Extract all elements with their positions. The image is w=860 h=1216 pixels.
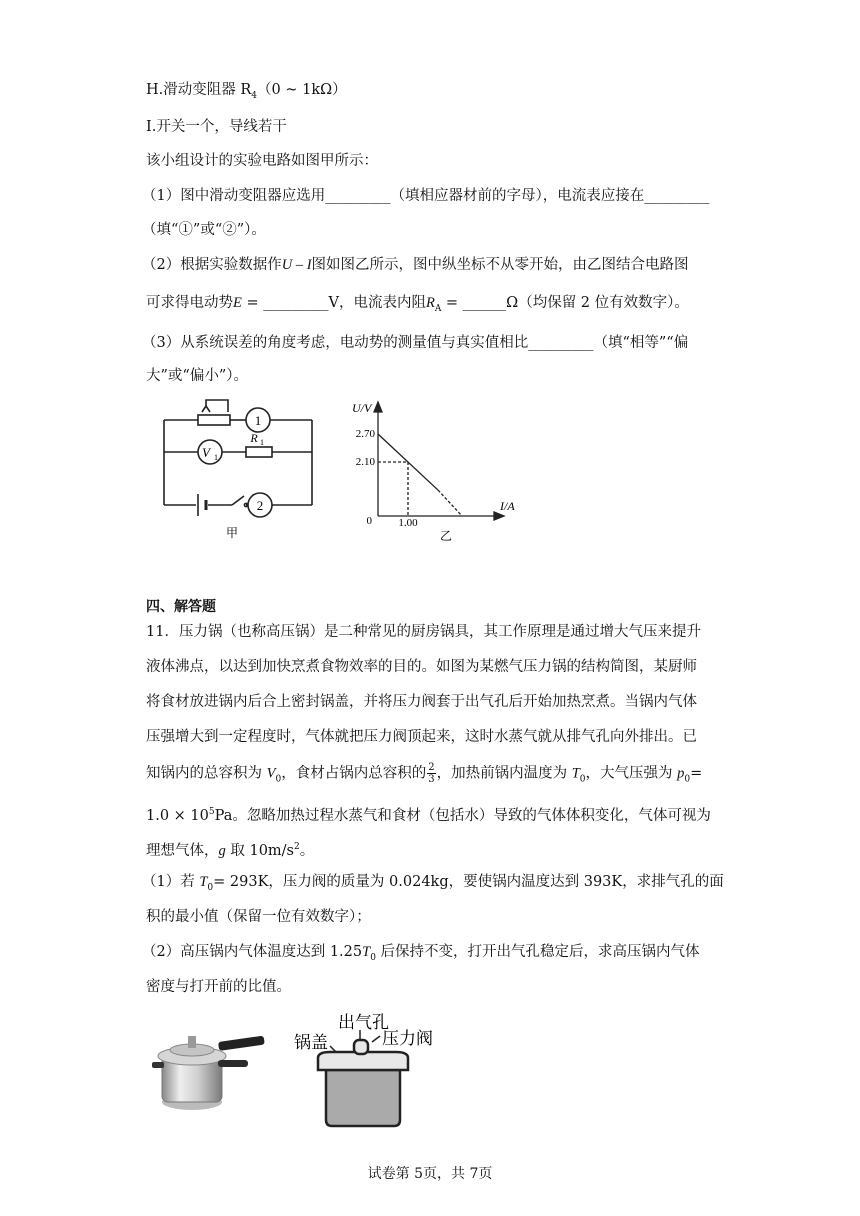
problem-11-q1-line-1: （1）若 $T_0= 293K$，压力阀的质量为 0.024kg，要使锅内温度达到 393K，求排气孔的面 [142,874,724,893]
resistor-label: R [250,431,258,445]
question-3-line-2: 大”或“偏小”）。 [146,368,248,384]
voltmeter-label: V [202,445,210,460]
u-i-line-extension [438,490,462,516]
item-h: H.滑动变阻器 $R_4(0$ ~ 1kΩ） [146,82,347,101]
resistor-sub: 1 [260,438,264,447]
rheostat [198,415,230,425]
problem-11-line-7: 理想气体，g 取 $10m/s^2$。 [146,842,315,859]
question-1-line-1: （1）图中滑动变阻器应选用_________（填相应器材前的字母），电流表应接在_________ [142,188,710,204]
problem-11-q1-line-2: 积的最小值（保留一位有效数字）； [146,909,371,925]
origin-label: 0 [366,515,372,527]
y-axis-label: U/V [352,401,372,415]
problem-11-q2-line-2: 密度与打开前的比值。 [146,979,291,995]
graph-caption: 乙 [439,529,453,542]
problem-11-line-4: 压强增大到一定程度时，气体就把压力阀顶起来，这时水蒸气就从排气孔向外排出。已 [146,729,697,745]
y-tick-270: 2.70 [355,428,375,440]
pressure-cooker-photo [148,1022,268,1114]
y-tick-210: 2.10 [355,456,375,468]
ammeter-2-label: 2 [256,498,264,513]
ammeter-1-label: 1 [254,413,262,428]
problem-11-line-5: 知锅内的总容积为 $V_0$，食材占锅内总容积的 $\frac{2}{3}$ ，加热前锅内温度为 $T_0$，大气压强为 $p_0=$ [146,762,703,785]
design-line: 该小组设计的实验电路如图甲所示： [146,153,378,169]
valve-label: 压力阀 [382,1029,433,1048]
fraction: $\frac{2}{3}$ [428,762,435,785]
lid-label: 锅盖 [294,1033,328,1052]
x-axis-label: I/A [500,499,515,513]
pot-body [326,1070,400,1126]
page-footer: 试卷第 5页，共 7页 [367,1166,493,1182]
switch [232,496,244,505]
u-i-graph [340,396,520,542]
problem-11-q2-line-1: （2）高压锅内气体温度达到 $1.25T_0$ 后保持不变，打开出气孔稳定后，求高压锅内气体 [142,944,700,963]
x-tick-100: 1.00 [398,517,418,529]
item-i: I.开关一个，导线若干 [146,119,287,135]
pressure-valve [354,1040,368,1054]
voltmeter-sub: 1 [214,453,218,462]
question-1-line-2: （填“①”或“②”）。 [142,222,266,238]
problem-11-line-2: 液体沸点，以达到加快烹煮食物效率的目的。如图为某燃气压力锅的结构简图，某厨师 [146,659,697,675]
question-3-line-1: （3）从系统误差的角度考虑，电动势的测量值与真实值相比_________（填“相等”“偏 [142,335,689,351]
question-2-line-1: （2）根据实验数据作U – I图如图乙所示，图中纵坐标不从零开始，由乙图结合电路图 [142,257,689,273]
resistor-r1 [246,447,272,457]
problem-11-line-3: 将食材放进锅内后合上密封锅盖，并将压力阀套于出气孔后开始加热烹煮。当锅内气体 [146,694,697,710]
outlet-label: 出气孔 [338,1013,389,1032]
question-2-line-2: 可求得电动势E = _________V，电流表内阻$R_A$ = ______Ω（均保留 2 位有效数字）。 [146,295,689,314]
circuit-diagram [150,392,320,542]
circuit-caption: 甲 [225,526,239,540]
pressure-cooker-diagram [290,1004,450,1128]
problem-11-line-1: 11．压力锅（也称高压锅）是二种常见的厨房锅具，其工作原理是通过增大气压来提升 [146,624,701,640]
section-heading: 四、解答题 [146,599,216,615]
problem-11-line-6: $1.0 \times 10^5Pa$。忽略加热过程水蒸气和食材（包括水）导致的气体体积变化，气体可视为 [146,807,711,824]
